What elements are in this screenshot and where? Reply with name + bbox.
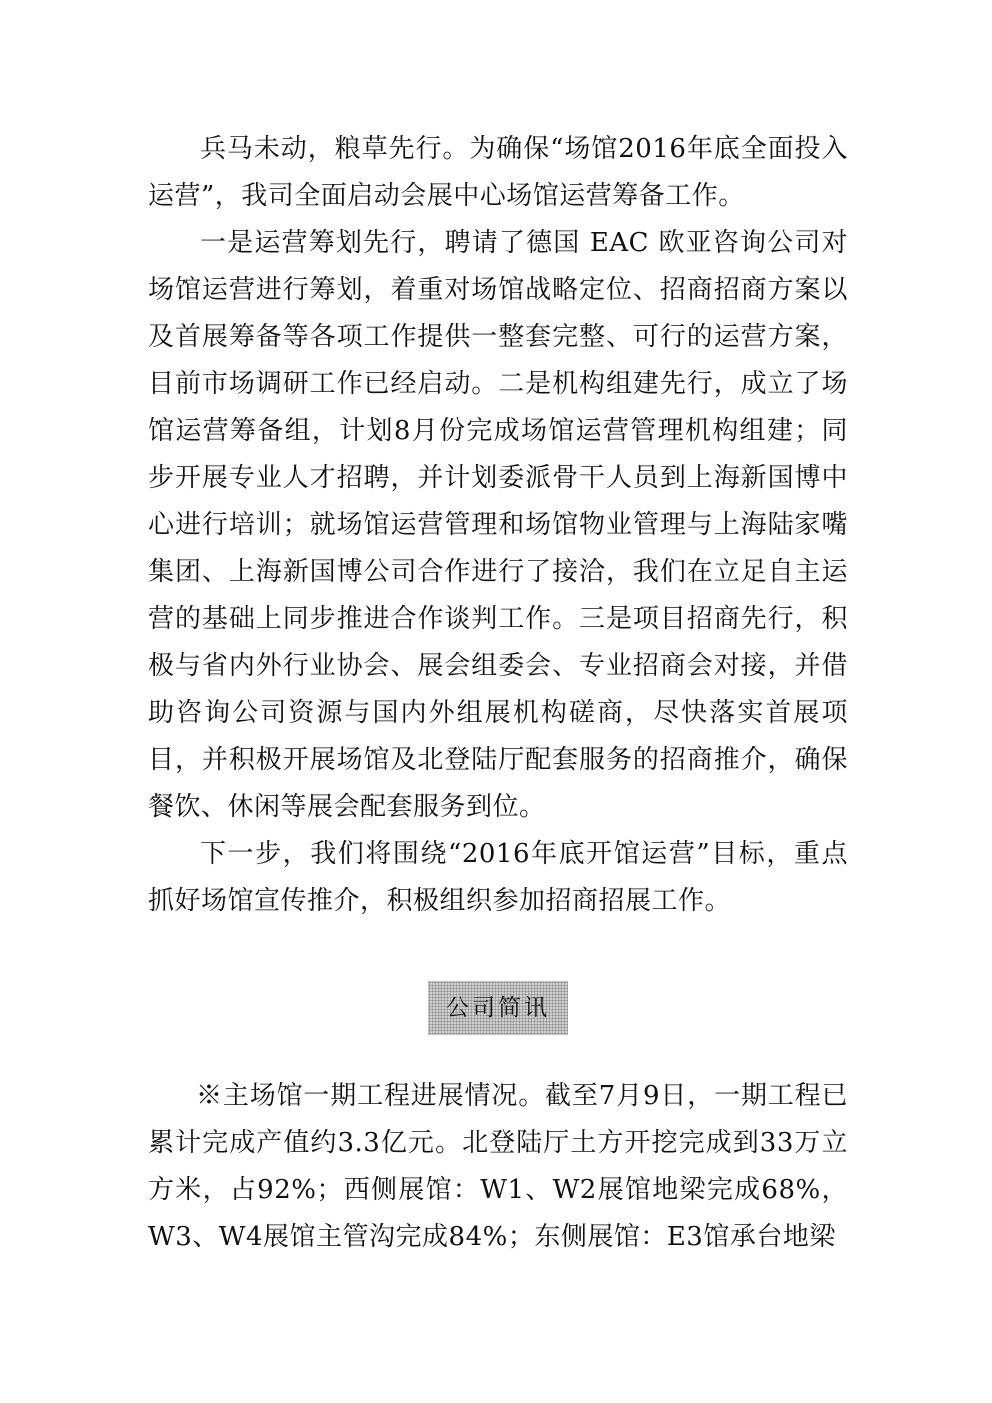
news-item-1: ※主场馆一期工程进展情况。截至7月9日，一期工程已累计完成产值约3.3亿元。北登陆厅土方开挖完成到33万立方米，占92%；西侧展馆：W1、W2展馆地梁完成68%，W3、W4展馆主管沟完成84%；东侧展馆：E3馆承台地梁: [148, 1081, 848, 1252]
intro-paragraph-2: 一是运营筹划先行，聘请了德国 EAC 欧亚咨询公司对场馆运营进行筹划，着重对场馆战略定位、招商招商方案以及首展筹备等各项工作提供一整套完整、可行的运营方案，目前市场调研工作已经启动。二是机构组建先行，成立了场馆运营筹备组，计划8月份完成场馆运营管理机构组建；同步开展专业人才招聘，并计划委派骨干人员到上海新国博中心进行培训；就场馆运营管理和场馆物业管理与上海陆家嘴集团、上海新国博公司合作进行了接洽，我们在立足自主运营的基础上同步推进合作谈判工作。三是项目招商先行，积极与省内外行业协会、展会组委会、专业招商会对接，并借助咨询公司资源与国内外组展机构磋商，尽快落实首展项目，并积极开展场馆及北登陆厅配套服务的招商推介，确保餐饮、休闲等展会配套服务到位。: [148, 228, 848, 822]
document-page: [148, 126, 848, 1261]
section-heading: 公司简讯: [428, 981, 568, 1035]
intro-paragraph-1: 兵马未动，粮草先行。为确保“场馆2016年底全面投入运营”，我司全面启动会展中心场馆运营筹备工作。: [148, 134, 848, 211]
section-heading-container: [148, 981, 848, 1035]
intro-paragraph-3: 下一步，我们将围绕“2016年底开馆运营”目标，重点抓好场馆宣传推介，积极组织参加招商招展工作。: [148, 839, 848, 916]
